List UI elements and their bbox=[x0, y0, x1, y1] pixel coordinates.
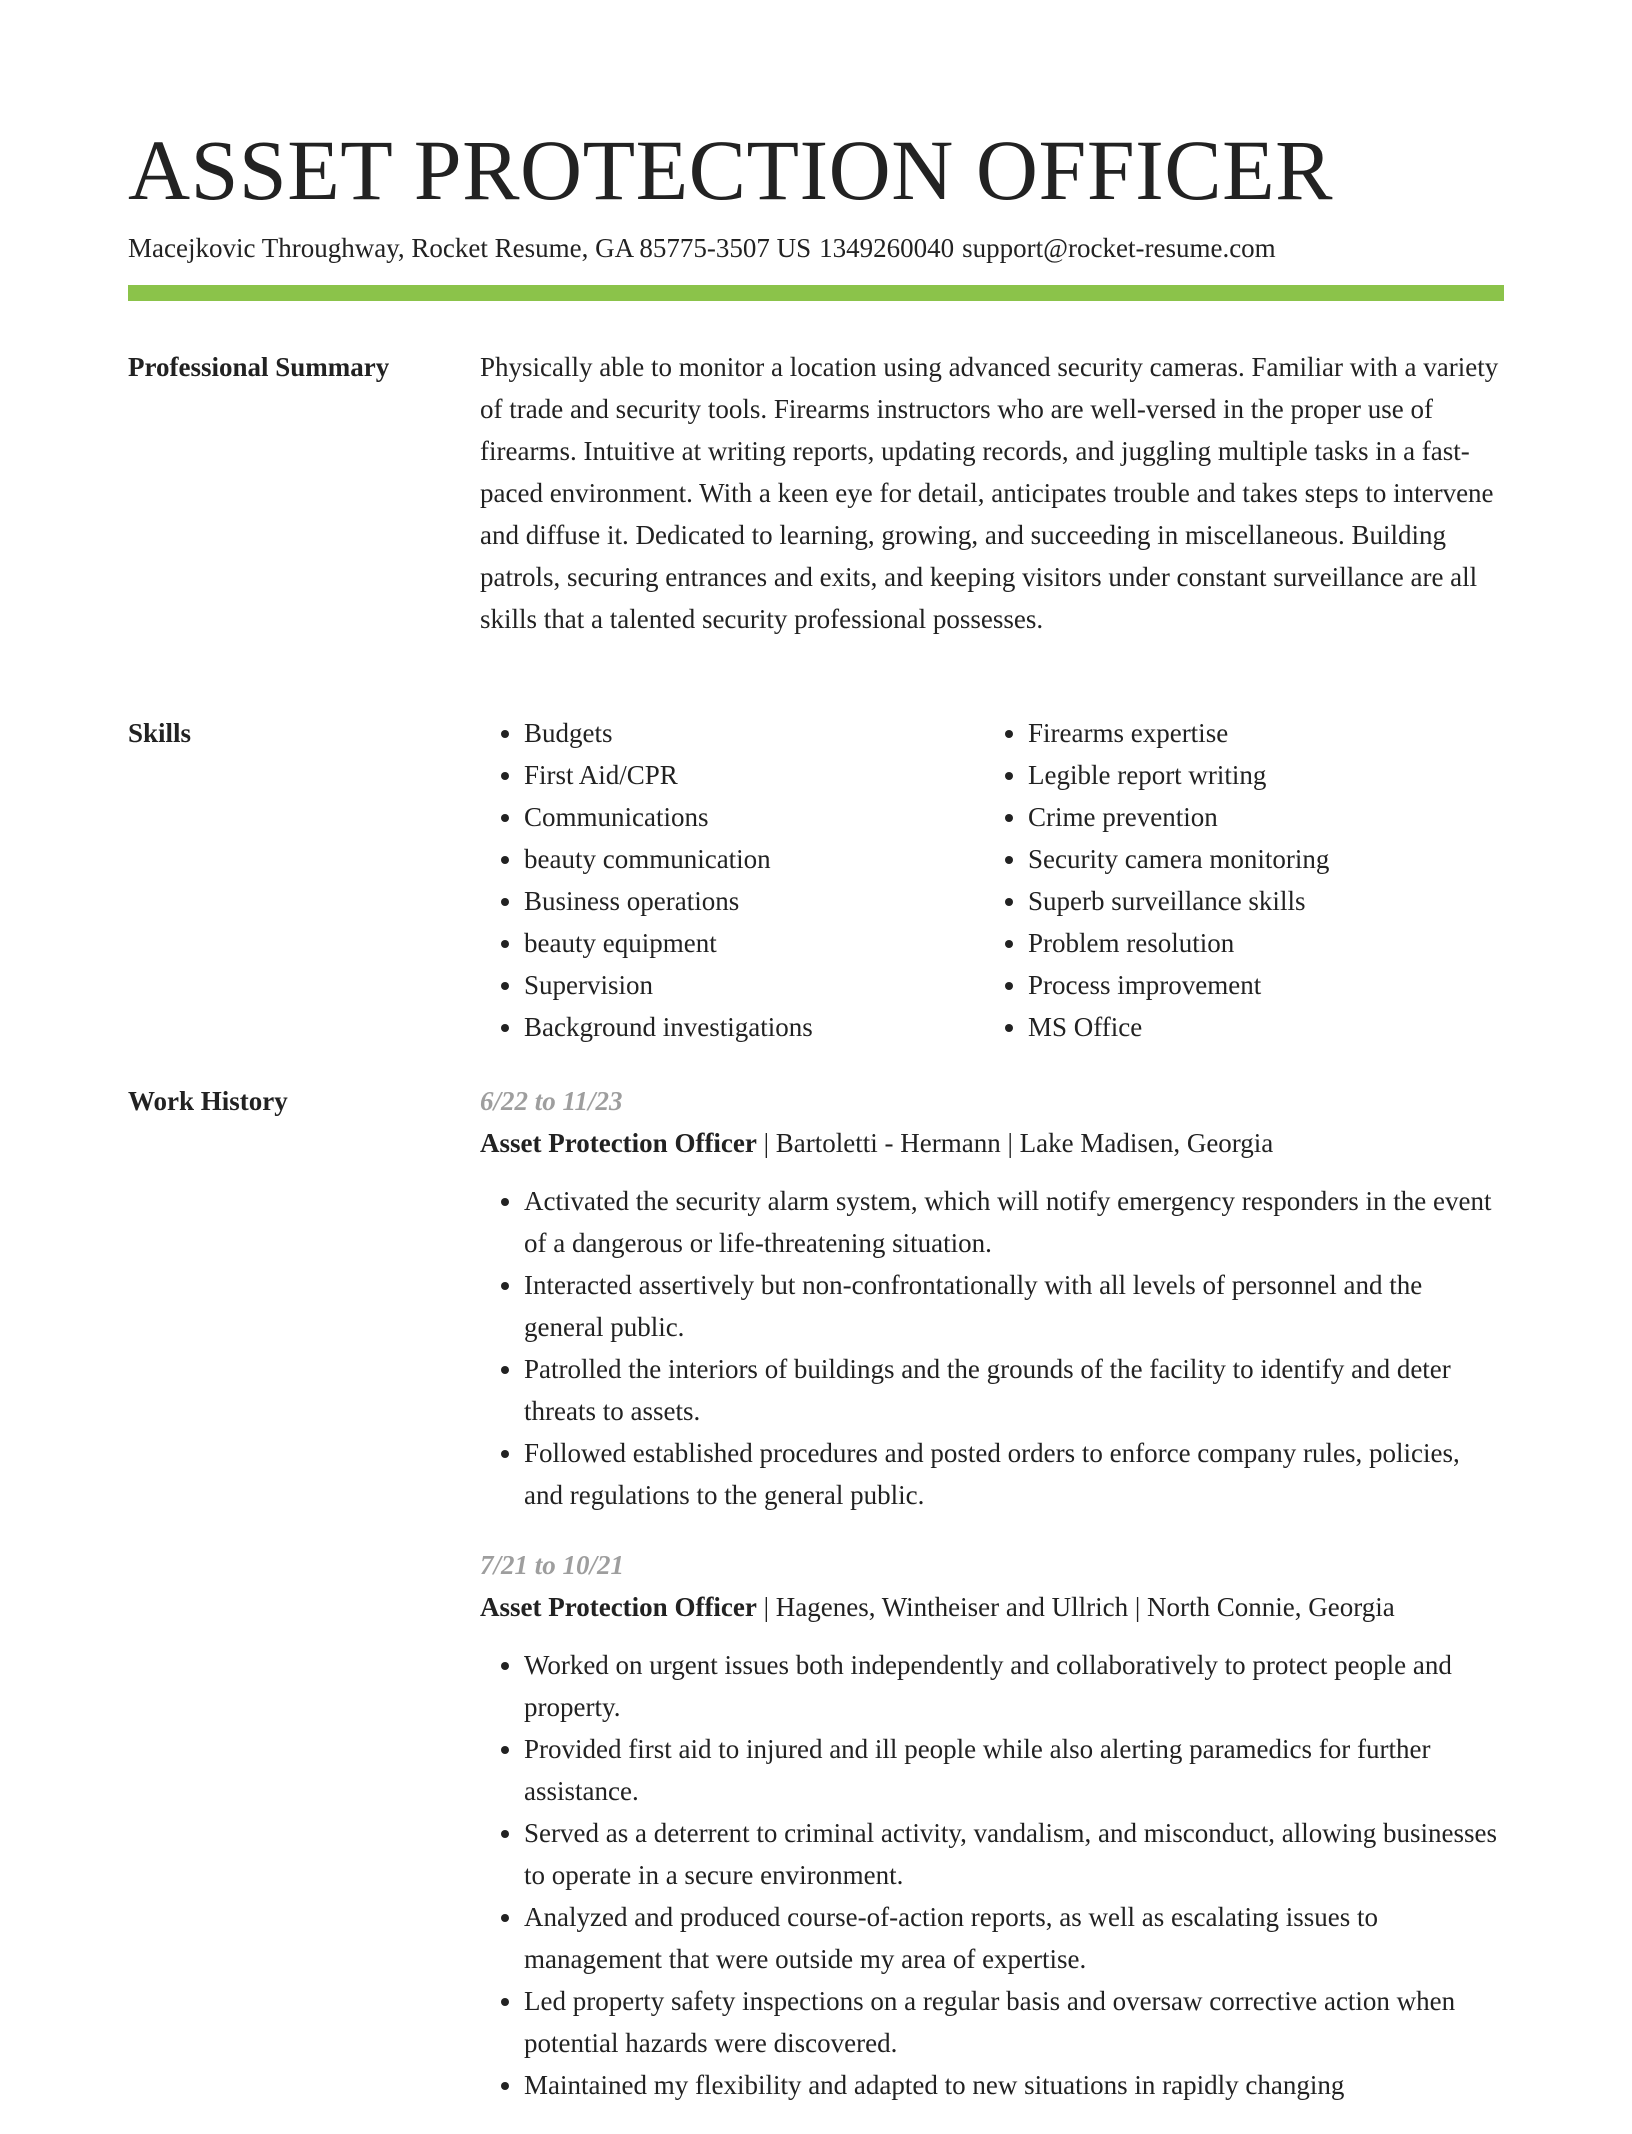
skill-item: • beauty communication bbox=[524, 838, 984, 880]
job-bullet: • Patrolled the interiors of buildings and the grounds of the facility to identify and deter threats to assets. bbox=[524, 1348, 1504, 1432]
job-entry bbox=[480, 1080, 1504, 1516]
contact-line bbox=[128, 230, 1276, 266]
job-bullet: • Maintained my flexibility and adapted to new situations in rapidly changing bbox=[524, 2064, 1504, 2106]
skills-grid bbox=[480, 712, 1504, 1048]
skill-item: • Crime prevention bbox=[1028, 796, 1488, 838]
job-dates: 7/21 to 10/21 bbox=[480, 1550, 625, 1580]
skills-list-left bbox=[480, 712, 984, 1048]
skills-heading: Skills bbox=[128, 718, 192, 748]
job-entry bbox=[480, 1544, 1504, 2106]
job-bullet: • Led property safety inspections on a regular basis and oversaw corrective action when potential hazards were discovered. bbox=[524, 1980, 1504, 2064]
skill-item: • Budgets bbox=[524, 712, 984, 754]
job-bullet: • Analyzed and produced course-of-action reports, as well as escalating issues to management that were outside my area of expertise. bbox=[524, 1896, 1504, 1980]
skill-item: • First Aid/CPR bbox=[524, 754, 984, 796]
skills-list-right bbox=[984, 712, 1488, 1048]
contact-address: Macejkovic Throughway, Rocket Resume, GA 85775-3507 US bbox=[128, 233, 812, 263]
job-title-line bbox=[480, 1122, 1504, 1164]
job-bullet: • Provided first aid to injured and ill people while also alerting paramedics for further assistance. bbox=[524, 1728, 1504, 1812]
contact-phone: 1349260040 bbox=[819, 233, 955, 263]
skill-item: • Background investigations bbox=[524, 1006, 984, 1048]
job-title-line bbox=[480, 1586, 1504, 1628]
skill-item: • Problem resolution bbox=[1028, 922, 1488, 964]
skill-item: • beauty equipment bbox=[524, 922, 984, 964]
job-bullet: • Activated the security alarm system, which will notify emergency responders in the event of a dangerous or life-threatening situation. bbox=[524, 1180, 1504, 1264]
job-details: | Bartoletti - Hermann | Lake Madisen, Georgia bbox=[756, 1128, 1274, 1158]
summary-text: Physically able to monitor a location using advanced security cameras. Familiar with a variety of trade and security tools. Firearms instructors who are well-versed in the proper use of firearms. Intuitive at writing reports, updating records, and juggling multiple tasks in a fast-paced environment. With a keen eye for detail, anticipates trouble and takes steps to intervene and diffuse it. Dedicated to learning, growing, and succeeding in miscellaneous. Building patrols, securing entrances and exits, and keeping visitors under constant surveillance are all skills that a talented security professional possesses. bbox=[480, 352, 1499, 634]
skill-item: • Superb surveillance skills bbox=[1028, 880, 1488, 922]
skill-item: • MS Office bbox=[1028, 1006, 1488, 1048]
job-details: | Hagenes, Wintheiser and Ullrich | North Connie, Georgia bbox=[756, 1592, 1395, 1622]
skill-item: • Process improvement bbox=[1028, 964, 1488, 1006]
summary-heading: Professional Summary bbox=[128, 352, 390, 382]
skill-item: • Security camera monitoring bbox=[1028, 838, 1488, 880]
contact-email: support@rocket-resume.com bbox=[962, 233, 1276, 263]
skill-item: • Legible report writing bbox=[1028, 754, 1488, 796]
work-history-heading: Work History bbox=[128, 1086, 288, 1116]
job-bullet: • Served as a deterrent to criminal activity, vandalism, and misconduct, allowing businesses to operate in a secure environment. bbox=[524, 1812, 1504, 1896]
skills-section bbox=[128, 712, 1504, 1048]
job-bullets bbox=[480, 1644, 1504, 2106]
accent-divider bbox=[128, 285, 1504, 301]
skill-item: • Firearms expertise bbox=[1028, 712, 1488, 754]
job-title: Asset Protection Officer bbox=[480, 1592, 757, 1622]
summary-section bbox=[128, 346, 1504, 640]
job-title: Asset Protection Officer bbox=[480, 1128, 757, 1158]
work-history-section bbox=[128, 1080, 1504, 2134]
skill-item: • Communications bbox=[524, 796, 984, 838]
job-bullet: • Followed established procedures and posted orders to enforce company rules, policies, and regulations to the general public. bbox=[524, 1432, 1504, 1516]
job-bullets bbox=[480, 1180, 1504, 1516]
skill-item: • Business operations bbox=[524, 880, 984, 922]
job-bullet: • Worked on urgent issues both independently and collaboratively to protect people and property. bbox=[524, 1644, 1504, 1728]
job-bullet: • Interacted assertively but non-confrontationally with all levels of personnel and the general public. bbox=[524, 1264, 1504, 1348]
page-title: ASSET PROTECTION OFFICER bbox=[128, 122, 1334, 218]
job-dates: 6/22 to 11/23 bbox=[480, 1086, 623, 1116]
skill-item: • Supervision bbox=[524, 964, 984, 1006]
